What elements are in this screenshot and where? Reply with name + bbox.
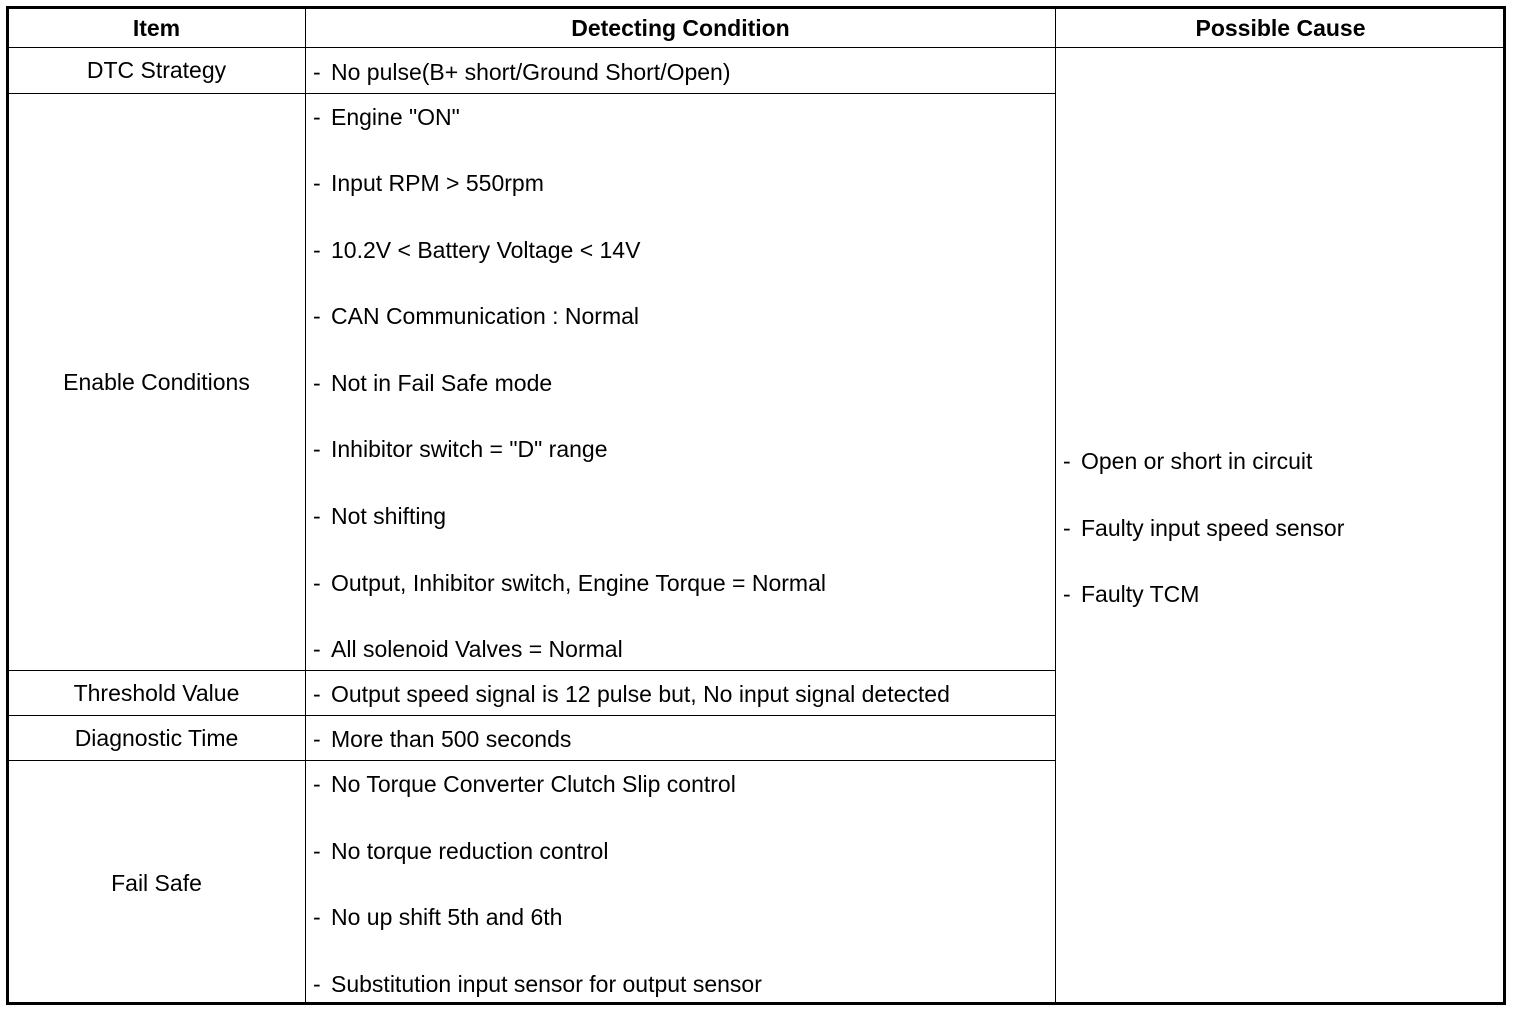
condition-line: - Not shifting: [313, 503, 447, 529]
condition-line: - Inhibitor switch = "D" range: [313, 436, 608, 462]
header-detecting-condition: Detecting Condition: [571, 15, 790, 41]
cause-line: - Faulty TCM: [1063, 581, 1200, 607]
condition-line: - Engine "ON": [313, 104, 460, 130]
item-dtc-strategy: DTC Strategy: [86, 57, 227, 83]
condition-line: - Substitution input sensor for output sensor: [313, 971, 762, 997]
condition-line: - More than 500 seconds: [313, 726, 572, 752]
cause-line: - Faulty input speed sensor: [1063, 515, 1345, 541]
condition-line: - No up shift 5th and 6th: [313, 904, 563, 930]
condition-line: - No pulse(B+ short/Ground Short/Open): [313, 59, 731, 85]
cause-line: - Open or short in circuit: [1063, 448, 1313, 474]
condition-line: - Not in Fail Safe mode: [313, 370, 553, 396]
item-diagnostic-time: Diagnostic Time: [74, 724, 239, 751]
item-fail-safe: Fail Safe: [111, 870, 202, 896]
header-item: Item: [132, 15, 181, 41]
condition-line: - No torque reduction control: [313, 838, 609, 864]
condition-line: - Input RPM > 550rpm: [313, 170, 544, 196]
condition-line: - Output, Inhibitor switch, Engine Torque = Normal: [313, 570, 826, 596]
condition-line: - Output speed signal is 12 pulse but, No input signal detected: [313, 681, 950, 707]
item-enable-conditions: Enable Conditions: [63, 368, 250, 395]
column-divider: [1055, 8, 1056, 1004]
condition-line: - No Torque Converter Clutch Slip control: [313, 771, 736, 797]
header-possible-cause: Possible Cause: [1195, 15, 1366, 41]
column-divider: [305, 8, 306, 1004]
condition-line: - All solenoid Valves = Normal: [313, 636, 623, 662]
condition-line: - CAN Communication : Normal: [313, 303, 640, 329]
condition-line: - 10.2V < Battery Voltage < 14V: [313, 237, 641, 263]
item-threshold-value: Threshold Value: [73, 679, 240, 706]
